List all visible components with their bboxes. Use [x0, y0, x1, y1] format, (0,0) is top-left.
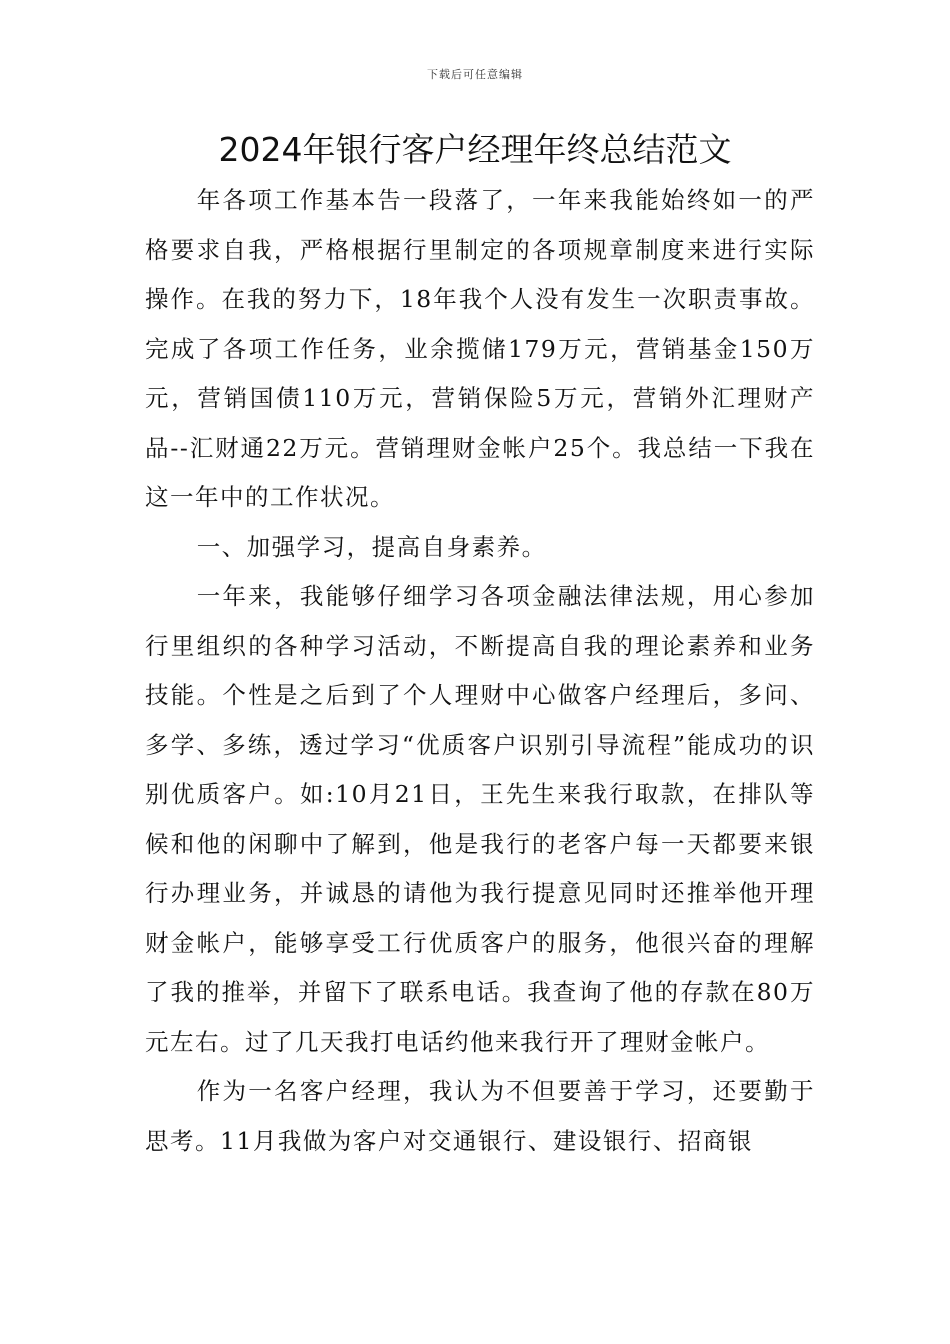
- document-title: 2024年银行客户经理年终总结范文: [218, 130, 732, 169]
- section-heading-1: 一、加强学习，提高自身素养。: [196, 532, 547, 561]
- paragraph-intro: 年各项工作基本告一段落了，一年来我能始终如一的严格要求自我，严格根据行里制定的各项规章制度来进行实际操作。在我的努力下，18年我个人没有发生一次职责事故。完成了各项工作任务，业余揽储179万元，营销基金150万元，营销国债110万元，营销保险5万元，营销外汇理财产品--汇财通22万元。营销理财金帐户25个。我总结一下我在这一年中的工作状况。: [145, 186, 815, 511]
- document-body: [145, 176, 815, 1166]
- paragraph-study: 一年来，我能够仔细学习各项金融法律法规，用心参加行里组织的各种学习活动，不断提高自我的理论素养和业务技能。个性是之后到了个人理财中心做客户经理后，多问、多学、多练，透过学习“优质客户识别引导流程”能成功的识别优质客户。如:10月21日，王先生来我行取款，在排队等候和他的闲聊中了解到，他是我行的老客户每一天都要来银行办理业务，并诚恳的请他为我行提意见同时还推举他开理财金帐户，能够享受工行优质客户的服务，他很兴奋的理解了我的推举，并留下了联系电话。我查询了他的存款在80万元左右。过了几天我打电话约他来我行开了理财金帐户。: [145, 582, 815, 1056]
- header-note: 下载后可任意编辑: [427, 68, 523, 81]
- paragraph-thinking: 作为一名客户经理，我认为不但要善于学习，还要勤于思考。11月我做为客户对交通银行、建设银行、招商银: [145, 1077, 815, 1155]
